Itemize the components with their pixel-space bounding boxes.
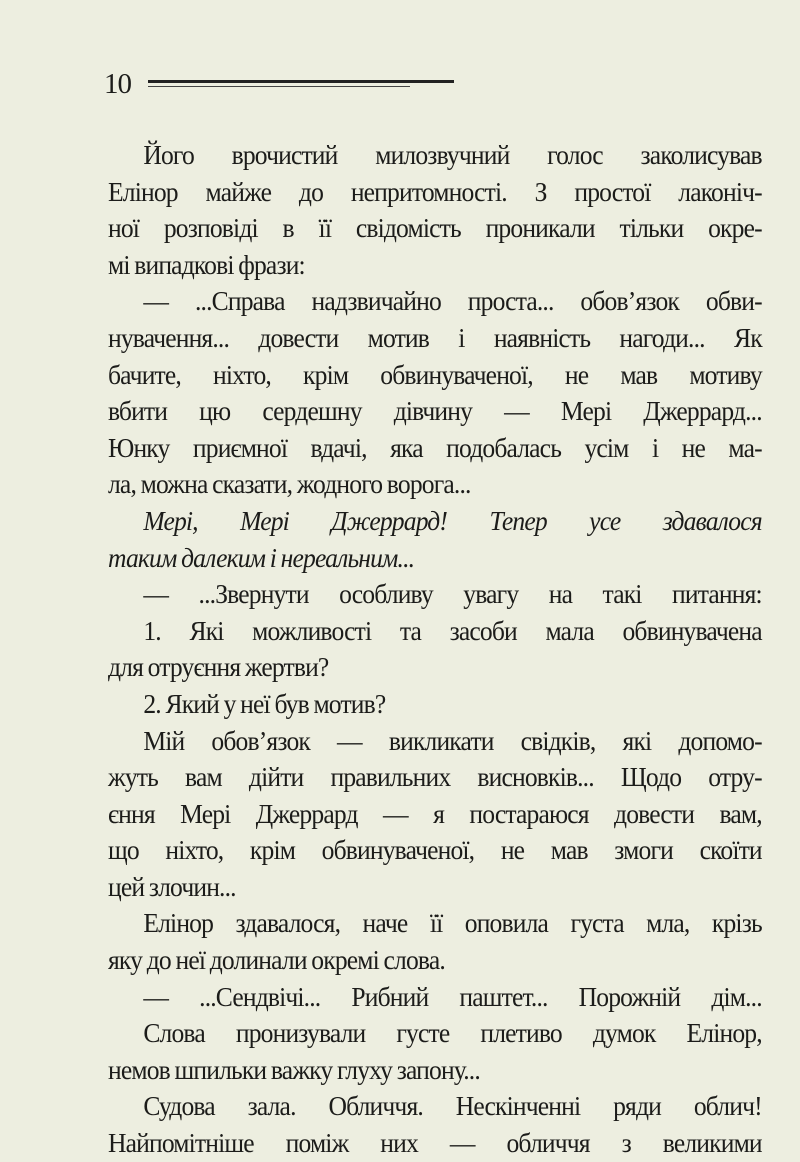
text-line: Елінор здавалося, наче її оповила густа мла, крізь [143,907,762,939]
text-line: що ніхто, крім обвинуваченої, не мав змоги скоїти [108,834,762,866]
text-line: 2. Який у неї був мотив? [143,687,386,719]
text-line: мі випадкові фрази: [108,248,305,280]
page-number: 10 [104,68,131,100]
text-line: єння Мері Джеррард — я постараюся довести вам, [108,797,762,829]
text-line: Найпомітніше поміж них — обличчя з великими [108,1127,762,1159]
text-line: Мері, Мері Джеррард! Тепер усе здавалося [143,504,762,536]
running-header [104,68,464,104]
text-line: таким далеким і нереальним... [108,541,415,573]
text-line: — ...Сендвічі... Рибний паштет... Порожній дім... [143,980,762,1012]
text-line: бачите, ніхто, крім обвинуваченої, не мав мотиву [108,358,762,390]
header-rule [148,80,454,83]
text-line: яку до неї долинали окремі слова. [108,944,445,976]
text-line: ної розповіді в її свідомість проникали тільки окре- [108,212,762,244]
text-line: — ...Звернути особливу увагу на такі питання: [143,578,762,610]
text-line: жуть вам дійти правильних висновків... Щодо отру- [108,761,762,793]
text-line: немов шпильки важку глуху запону... [108,1053,480,1085]
text-line: 1. Які можливості та засоби мала обвинувачена [143,614,762,646]
text-line: Судова зала. Обличчя. Нескінченні ряди облич! [143,1090,762,1122]
text-line: для отруєння жертви? [108,651,329,683]
text-line: цей злочин... [108,870,236,902]
text-line: ла, можна сказати, жодного ворога... [108,468,471,500]
text-line: вбити цю сердешну дівчину — Мері Джеррард... [108,395,762,427]
text-line: Елінор майже до непритомності. З простої лаконіч- [108,175,762,207]
body-text [108,137,762,1162]
text-line: Юнку приємної вдачі, яка подобалась усім і не ма- [108,431,762,463]
header-rule-thin [148,86,410,87]
text-line: Його врочистий милозвучний голос заколисував [143,139,762,170]
text-line: Слова пронизували густе плетиво думок Елінор, [143,1017,762,1049]
text-line: — ...Справа надзвичайно проста... обов’язок обви- [143,285,762,317]
text-line: Мій обов’язок — викликати свідків, які допомо- [143,724,762,756]
text-line: нувачення... довести мотив і наявність нагоди... Як [108,321,762,353]
